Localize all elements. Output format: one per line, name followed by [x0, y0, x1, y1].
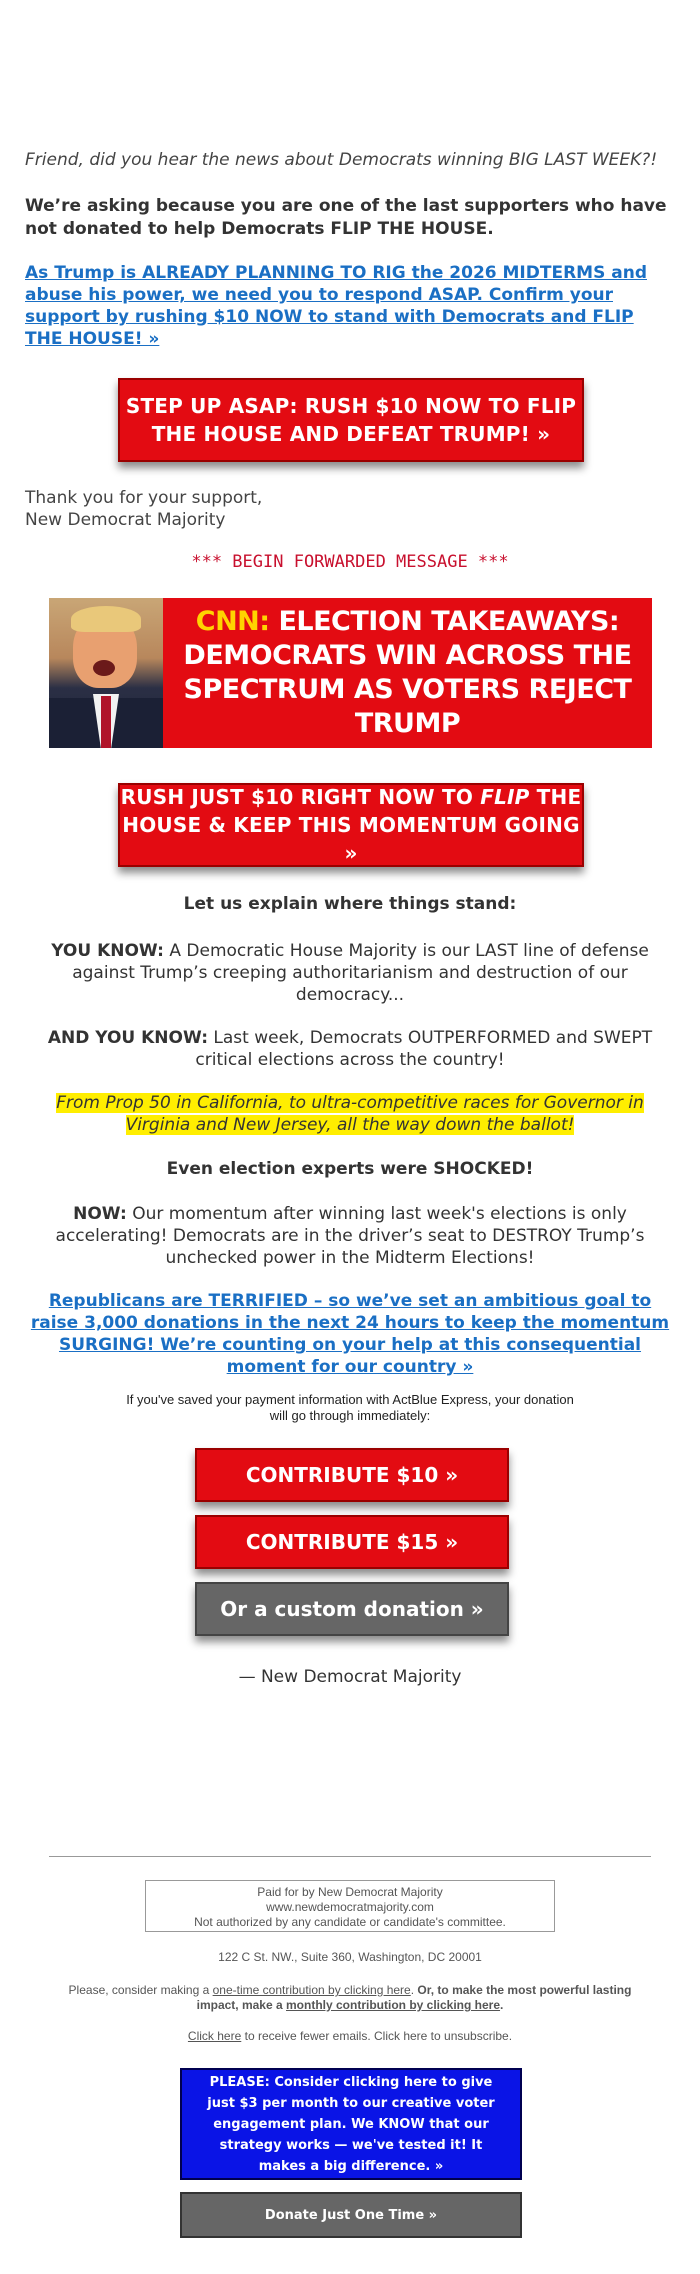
- paid-for-box: [145, 1880, 555, 1932]
- closing-signature: — New Democrat Majority: [238, 1667, 462, 1687]
- prop50-paragraph: [25, 1092, 675, 1136]
- photo-mouth: [93, 660, 115, 676]
- banner-line-1: ELECTION TAKEAWAYS:: [269, 606, 620, 637]
- button-line: HOUSE & KEEP THIS MOMENTUM GOING »: [122, 813, 580, 865]
- monthly-3-donation-button[interactable]: PLEASE: Consider clicking here to give just $3 per month to our creative voter engagement plan. We KNOW that our strategy works — we've tested it! It makes a big difference. »: [180, 2068, 522, 2180]
- actblue-express-note: If you've saved your payment information with ActBlue Express, your donation will go through immediately:: [126, 1392, 574, 1423]
- photo-hair: [71, 606, 141, 632]
- photo-tie: [101, 696, 111, 748]
- forwarded-message-header: *** BEGIN FORWARDED MESSAGE ***: [191, 552, 509, 572]
- and-you-know-paragraph: [25, 1027, 675, 1071]
- website-line: www.newdemocratmajority.com: [266, 1900, 434, 1914]
- experts-shocked: Even election experts were SHOCKED!: [166, 1159, 534, 1179]
- consider-contribution-text: [60, 1983, 640, 2013]
- you-know-label: YOU KNOW:: [51, 941, 164, 961]
- mailing-address: 122 C St. NW., Suite 360, Washington, DC 20001: [218, 1950, 482, 1964]
- consider-pre: Please, consider making a: [68, 1983, 213, 1997]
- intro-line: Friend, did you hear the news about Democrats winning BIG LAST WEEK?!: [25, 150, 658, 170]
- button-line: RUSH JUST $10 RIGHT NOW TO: [120, 785, 481, 809]
- footer-divider: [49, 1856, 651, 1857]
- you-know-text: A Democratic House Majority is our LAST line of defense against Trump’s creeping authoritarianism and destruction of our democracy...: [72, 941, 649, 1005]
- button-line: THE HOUSE AND DEFEAT TRUMP! »: [151, 422, 551, 446]
- prop50-highlight: From Prop 50 in California, to ultra-competitive races for Governor in Virginia and New Jersey, all the way down the ballot!: [56, 1093, 644, 1135]
- button-line: THE: [529, 785, 582, 809]
- fewer-emails-text: [60, 2029, 640, 2044]
- contribute-10-button[interactable]: CONTRIBUTE $10 »: [195, 1448, 509, 1502]
- consider-bold: Or, to make the most powerful lasting impact, make a: [196, 1983, 632, 2012]
- donate-one-time-button[interactable]: Donate Just One Time »: [180, 2192, 522, 2238]
- consider-mid: .: [410, 1983, 418, 1997]
- rush-10-flip-house-button[interactable]: [118, 378, 584, 462]
- monthly-contribution-link[interactable]: monthly contribution by clicking here: [286, 1998, 501, 2012]
- contribute-15-button[interactable]: CONTRIBUTE $15 »: [195, 1515, 509, 1569]
- now-label: NOW:: [73, 1204, 127, 1224]
- rush-10-keep-momentum-button[interactable]: [118, 783, 584, 867]
- consider-end: .: [500, 1998, 504, 2012]
- unsubscribe-text: to receive fewer emails. Click here to unsubscribe.: [241, 2029, 513, 2043]
- not-authorized-line: Not authorized by any candidate or candidate's committee.: [194, 1915, 506, 1929]
- cnn-label: CNN:: [195, 606, 270, 637]
- and-you-know-label: AND YOU KNOW:: [47, 1028, 209, 1048]
- cnn-banner-image[interactable]: [49, 598, 652, 748]
- banner-line-3: SPECTRUM AS VOTERS REJECT TRUMP: [183, 674, 632, 739]
- paid-for-line: Paid for by New Democrat Majority: [257, 1885, 443, 1899]
- banner-headline: [163, 598, 652, 748]
- now-text: Our momentum after winning last week's elections is only accelerating! Democrats are in the driver’s seat to DESTROY Trump’s unchecked power in the Midterm Elections!: [55, 1204, 645, 1268]
- custom-donation-button[interactable]: Or a custom donation »: [195, 1582, 509, 1636]
- trump-photo: [49, 598, 163, 748]
- thanks-block: [25, 487, 675, 531]
- one-time-contribution-link[interactable]: one-time contribution by clicking here: [212, 1983, 411, 1997]
- donation-goal-link[interactable]: Republicans are TERRIFIED – so we’ve set an ambitious goal to raise 3,000 donations in the next 24 hours to keep the momentum SURGING! We’re counting on your help at this consequential moment for our country »: [30, 1291, 670, 1377]
- thanks-line: Thank you for your support,: [25, 488, 263, 508]
- banner-line-2: DEMOCRATS WIN ACROSS THE: [183, 640, 632, 671]
- explain-heading: Let us explain where things stand:: [183, 894, 517, 914]
- now-paragraph: [25, 1203, 675, 1269]
- button-line: STEP UP ASAP: RUSH $10 NOW TO FLIP: [125, 394, 577, 418]
- and-you-know-text: Last week, Democrats OUTPERFORMED and SWEPT critical elections across the country!: [195, 1028, 653, 1070]
- you-know-paragraph: [25, 940, 675, 1006]
- thanks-signature: New Democrat Majority: [25, 510, 226, 530]
- rig-midterms-link[interactable]: As Trump is ALREADY PLANNING TO RIG the 2026 MIDTERMS and abuse his power, we need you to respond ASAP. Confirm your support by rushing $10 NOW to stand with Democrats and FLIP THE HOUSE! »: [25, 263, 647, 349]
- fewer-emails-link[interactable]: Click here: [187, 2029, 242, 2043]
- button-flip-emphasis: FLIP: [480, 785, 530, 809]
- asking-paragraph: We’re asking because you are one of the last supporters who have not donated to help Democrats FLIP THE HOUSE.: [25, 196, 667, 239]
